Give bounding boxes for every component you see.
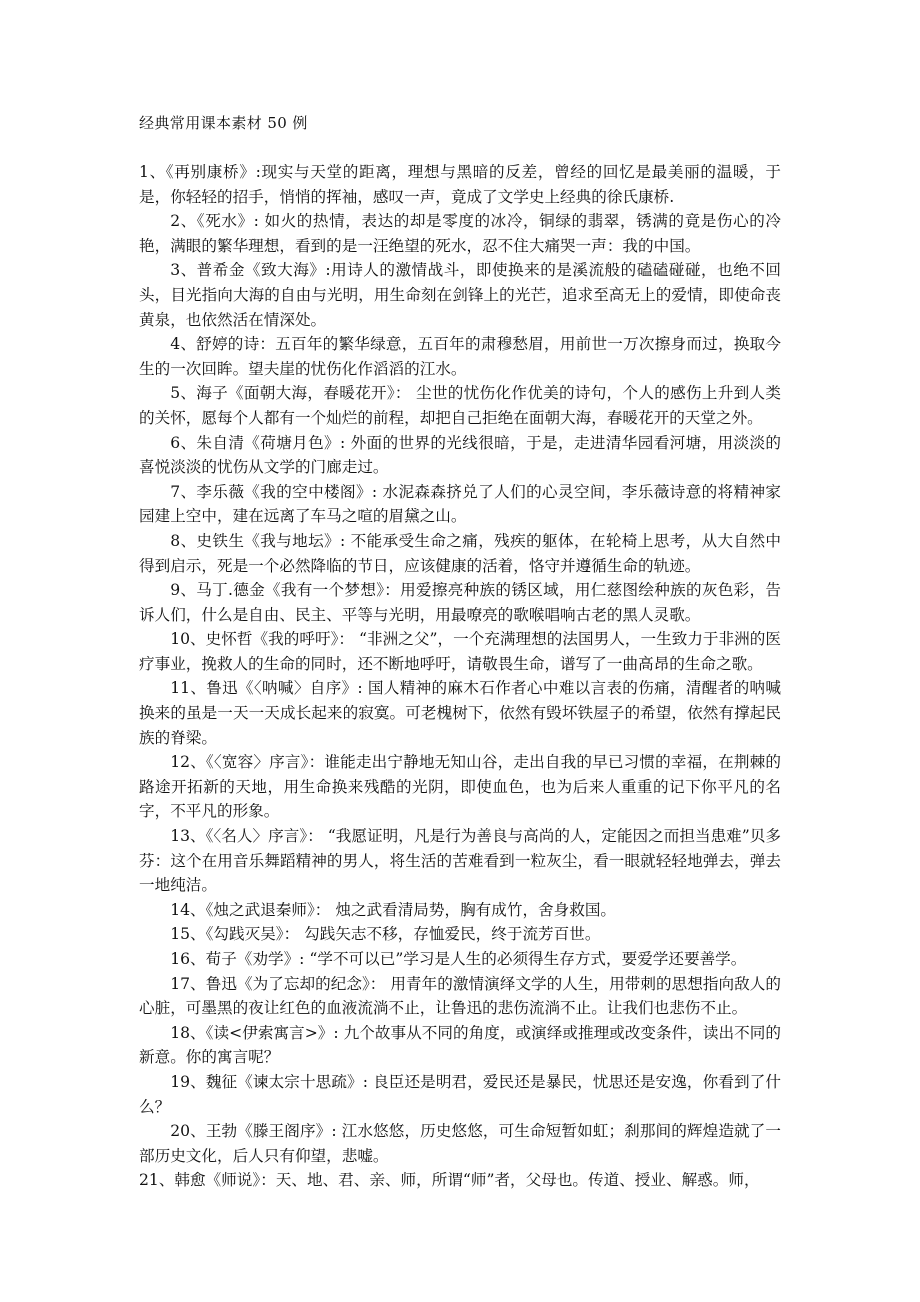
paragraph-17: 17、鲁迅《为了忘却的纪念》： 用青年的激情演绎文学的人生，用带刺的思想指向敌人的心脏，可墨黑的夜让红色的血液流淌不止，让鲁迅的悲伤流淌不止。让我们也悲伤不止。 <box>139 974 781 1018</box>
paragraph-9: 9、马丁.德金《我有一个梦想》：用爱擦亮种族的锈区域，用仁慈图绘种族的灰色彩，告诉人们，什么是自由、民主、平等与光明，用最嘹亮的歌喉唱响古老的黑人灵歌。 <box>139 581 781 624</box>
paragraph-21: 21、韩愈《师说》：天、地、君、亲、师，所谓“师”者，父母也。传道、授业、解惑。师， <box>139 1171 760 1190</box>
paragraph-2: 2、《死水》: 如火的热情，表达的却是零度的冰冷，铜绿的翡翠，锈满的竟是伤心的冷艳，满眼的繁华理想，看到的是一汪绝望的死水，忍不住大痛哭一声：我的中国。 <box>139 212 781 255</box>
paragraph-12: 12、《〈宽容〉序言》：谁能走出宁静地无知山谷，走出自我的早已习惯的幸福，在荆棘的路途开拓新的天地，用生命换来残酷的光阴，即使血色，也为后来人重重的记下你平凡的名字，不平凡的形象。 <box>139 753 781 821</box>
paragraph-11: 11、鲁迅《〈呐喊〉自序》: 国人精神的麻木石作者心中难以言表的伤痛，清醒者的呐喊换来的虽是一天一天成长起来的寂寞。可老槐树下，依然有毁坏铁屋子的希望，依然有撑起民族的脊梁。 <box>139 679 781 747</box>
paragraph-1: 1、《再别康桥》:现实与天堂的距离，理想与黑暗的反差，曾经的回忆是最美丽的温暖，于是，你轻轻的招手，悄悄的挥袖，感叹一声，竟成了文学史上经典的徐氏康桥. <box>139 163 781 206</box>
paragraph-4: 4、舒婷的诗：五百年的繁华绿意，五百年的肃穆愁眉，用前世一万次擦身而过，换取今生的一次回眸。望夫崖的忧伤化作滔滔的江水。 <box>139 335 781 378</box>
paragraph-6: 6、朱自清《荷塘月色》: 外面的世界的光线很暗，于是，走进清华园看河塘，用淡淡的喜悦淡淡的忧伤从文学的门廊走过。 <box>139 433 781 477</box>
paragraph-15: 15、《勾践灭吴》： 勾践矢志不移，存恤爱民，终于流芳百世。 <box>170 925 601 944</box>
paragraph-20: 20、王勃《滕王阁序》: 江水悠悠，历史悠悠，可生命短暂如虹；刹那间的辉煌造就了一部历史文化，后人只有仰望，悲嘘。 <box>139 1122 781 1165</box>
paragraph-8: 8、史铁生《我与地坛》: 不能承受生命之痛，残疾的躯体，在轮椅上思考，从大自然中得到启示，死是一个必然降临的节日，应该健康的活着，恪守并遵循生命的轨迹。 <box>139 531 781 575</box>
paragraph-7: 7、李乐薇《我的空中楼阁》: 水泥森森挤兑了人们的心灵空间，李乐薇诗意的将精神家园建上空中，建在远离了车马之喧的眉黛之山。 <box>139 482 781 526</box>
paragraph-5: 5、海子《面朝大海，春暖花开》： 尘世的忧伤化作优美的诗句，个人的感伤上升到人类的关怀，愿每个人都有一个灿烂的前程，却把自己拒绝在面朝大海，春暖花开的天堂之外。 <box>139 384 781 427</box>
paragraph-14: 14、《烛之武退秦师》： 烛之武看清局势，胸有成竹，舍身救国。 <box>170 900 617 919</box>
paragraph-13: 13、《〈名人〉序言》： “我愿证明，凡是行为善良与高尚的人，定能因之而担当患难”贝多芬：这个在用音乐舞蹈精神的男人，将生活的苦难看到一粒灰尘，看一眼就轻轻地弹去，弹去一地纯洁。 <box>139 827 781 895</box>
paragraph-19: 19、魏征《谏太宗十思疏》: 良臣还是明君，爱民还是暴民，忧思还是安逸，你看到了什么？ <box>139 1072 781 1116</box>
document-body <box>139 160 781 1193</box>
paragraph-3: 3、普希金《致大海》:用诗人的激情战斗，即使换来的是溪流般的磕磕碰碰，也绝不回头，目光指向大海的自由与光明，用生命刻在剑锋上的光芒，追求至高无上的爱情，即使命丧黄泉，也依然活在情深处。 <box>139 261 781 329</box>
document-title: 经典常用课本素材 50 例 <box>139 114 308 132</box>
paragraph-18: 18、《读<伊索寓言>》: 九个故事从不同的角度，或演绎或推理或改变条件，读出不同的新意。你的寓言呢？ <box>139 1023 781 1067</box>
paragraph-16: 16、荀子《劝学》: “学不可以已”学习是人生的必须得生存方式，要爱学还要善学。 <box>170 950 747 968</box>
paragraph-10: 10、史怀哲《我的呼吁》： “非洲之父”，一个充满理想的法国男人，一生致力于非洲的医疗事业，挽救人的生命的同时，还不断地呼吁，请敬畏生命，谱写了一曲高昂的生命之歌。 <box>139 630 781 673</box>
